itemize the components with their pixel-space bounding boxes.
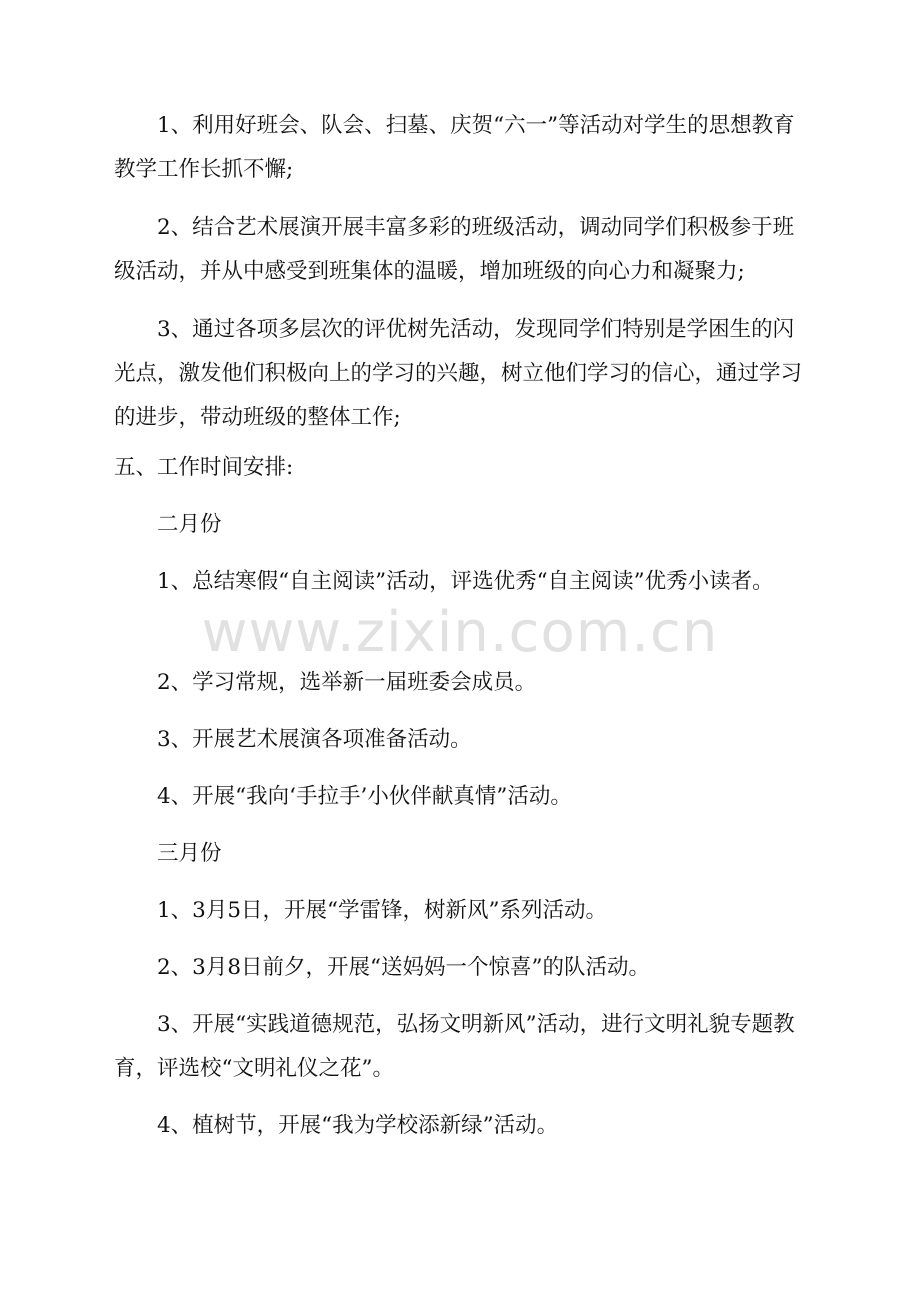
paragraph-february-1: 1、总结寒假“自主阅读”活动，评选优秀“自主阅读”优秀小读者。 bbox=[157, 569, 774, 594]
paragraph-february-2: 2、学习常规，选举新一届班委会成员。 bbox=[157, 670, 537, 695]
paragraph-march-4: 4、植树节，开展“我为学校添新绿”活动。 bbox=[157, 1113, 559, 1138]
paragraph-march-2: 2、3月8日前夕，开展“送妈妈一个惊喜”的队活动。 bbox=[157, 955, 651, 980]
paragraph-march-3: 3、开展“实践道德规范，弘扬文明新风”活动，进行文明礼貌专题教育，评选校“文明礼仪之花”。 bbox=[114, 1012, 795, 1081]
paragraph-2: 2、结合艺术展演开展丰富多彩的班级活动，调动同学们积极参于班级活动，并从中感受到班集体的温暖，增加班级的向心力和凝聚力; bbox=[114, 215, 795, 284]
paragraph-march-1: 1、3月5日，开展“学雷锋，树新风”系列活动。 bbox=[157, 898, 608, 923]
watermark: www.zixin.com.cn bbox=[201, 600, 719, 665]
section-heading: 五、工作时间安排: bbox=[114, 455, 294, 480]
paragraph-1: 1、利用好班会、队会、扫墓、庆贺“六一”等活动对学生的思想教育教学工作长抓不懈; bbox=[114, 113, 795, 182]
month-heading-march: 三月份 bbox=[157, 841, 222, 866]
month-heading-february: 二月份 bbox=[157, 512, 222, 537]
paragraph-february-3: 3、开展艺术展演各项准备活动。 bbox=[157, 727, 472, 752]
paragraph-february-4: 4、开展“我向‘手拉手’小伙伴献真情”活动。 bbox=[157, 784, 572, 809]
paragraph-3: 3、通过各项多层次的评优树先活动，发现同学们特别是学困生的闪光点，激发他们积极向上的学习的兴趣，树立他们学习的信心，通过学习的进步，带动班级的整体工作; bbox=[114, 317, 803, 430]
